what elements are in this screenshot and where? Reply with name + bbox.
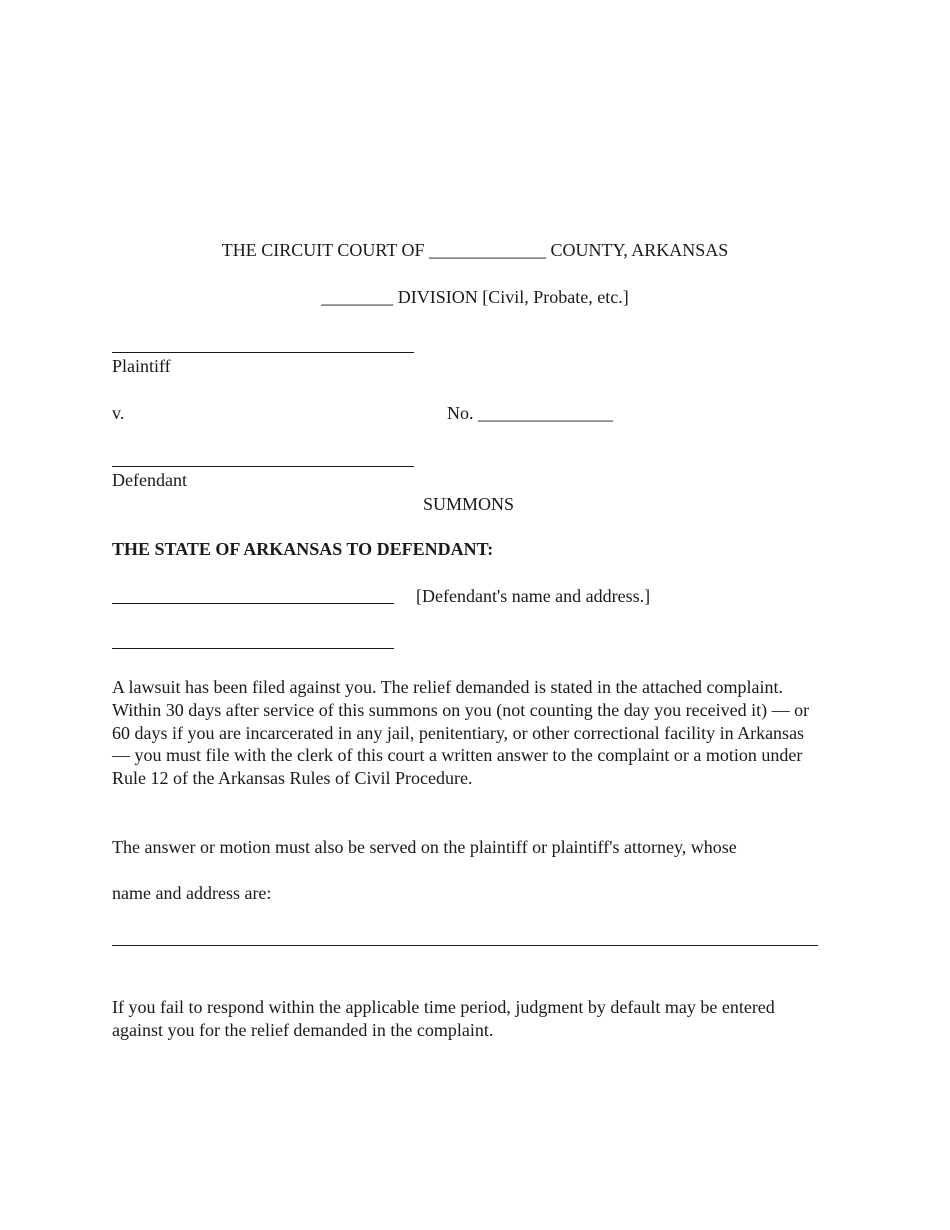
attorney-address-blank[interactable] (112, 945, 818, 946)
division-line: ________ DIVISION [Civil, Probate, etc.] (321, 287, 629, 307)
addressee-heading: THE STATE OF ARKANSAS TO DEFENDANT: (112, 539, 494, 559)
defendant-address-blank-2[interactable] (112, 648, 394, 649)
default-judgment-paragraph: If you fail to respond within the applicable time period, judgment by default may be entered against you for the relief demanded in the complaint. (112, 997, 775, 1040)
plaintiff-name-blank[interactable] (112, 352, 414, 353)
service-paragraph: The answer or motion must also be served on the plaintiff or plaintiff's attorney, whose (112, 837, 737, 857)
court-heading: THE CIRCUIT COURT OF _____________ COUNTY, ARKANSAS (221, 240, 729, 260)
defendant-address-blank-1[interactable] (112, 603, 394, 604)
notice-paragraph: A lawsuit has been filed against you. The relief demanded is stated in the attached complaint. Within 30 days after service of this summons on you (not counting the day you received it) — or 60 days if you are incarcerated in any jail, penitentiary, or other correctional facility in Arkansas — you must file with the clerk of this court a written answer to the complaint or a motion under Rule 12 of the Arkansas Rules of Civil Procedure. (112, 677, 810, 789)
defendant-name-blank[interactable] (112, 466, 414, 467)
defendant-name-hint: [Defendant's name and address.] (416, 586, 651, 606)
service-paragraph-cont: name and address are: (112, 883, 272, 903)
case-number[interactable]: No. _______________ (447, 403, 613, 423)
plaintiff-label: Plaintiff (112, 356, 171, 376)
versus-label: v. (112, 403, 125, 423)
document-title: SUMMONS (423, 494, 515, 514)
defendant-label: Defendant (112, 470, 187, 490)
